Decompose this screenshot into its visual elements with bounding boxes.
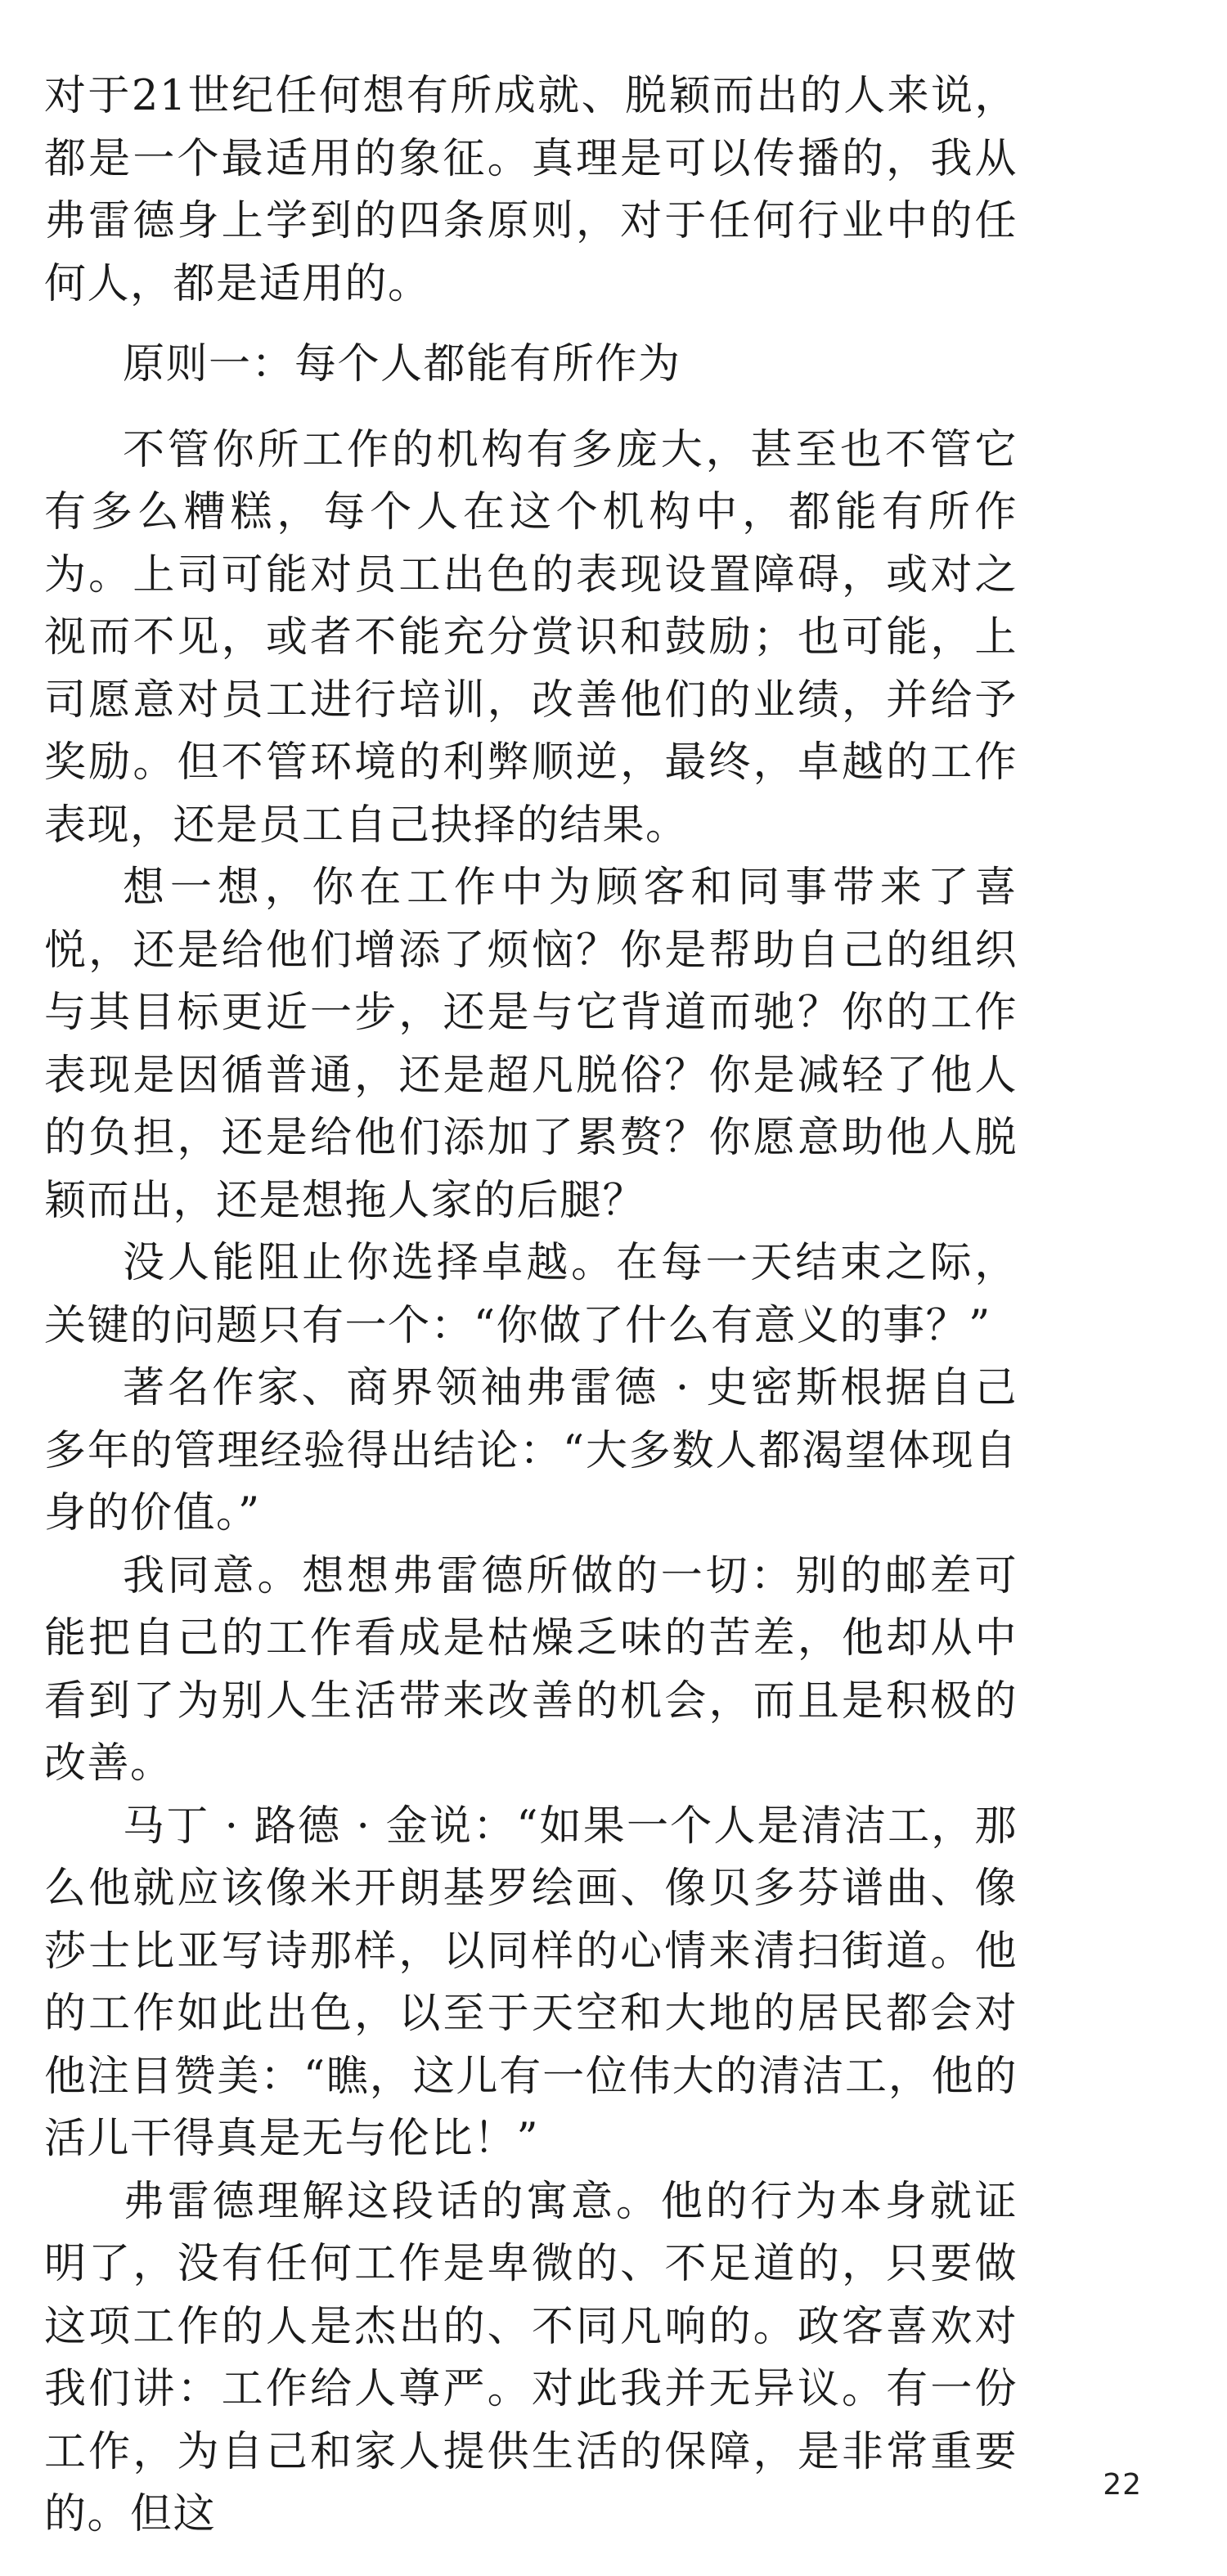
paragraph-choose-excellence: 没人能阻止你选择卓越。在每一天结束之际，关键的问题只有一个：“你做了什么有意义的事？”	[44, 1239, 1018, 1350]
paragraph-fred-smith-quote: 著名作家、商界领袖弗雷德 · 史密斯根据自己多年的管理经验得出结论：“大多数人都渴望体现自身的价值。”	[44, 1364, 1018, 1537]
paragraph-intro: 对于21世纪任何想有所成就、脱颖而出的人来说，都是一个最适用的象征。真理是可以传播的，我从弗雷德身上学到的四条原则，对于任何行业中的任何人，都是适用的。	[44, 72, 1018, 308]
paragraph-i-agree: 我同意。想想弗雷德所做的一切：别的邮差可能把自己的工作看成是枯燥乏味的苦差，他却从中看到了为别人生活带来改善的机会，而且是积极的改善。	[44, 1551, 1018, 1788]
section-heading-principle-one: 原则一：每个人都能有所作为	[123, 340, 681, 388]
paragraph-mlk-quote: 马丁 · 路德 · 金说：“如果一个人是清洁工，那么他就应该像米开朗基罗绘画、像贝多芬谱曲、像莎士比亚写诗那样，以同样的心情来清扫街道。他的工作如此出色，以至于天空和大地的居民都会对他注目赞美：“瞧，这儿有一位伟大的清洁工，他的活儿干得真是无与伦比！”	[44, 1802, 1018, 2163]
page-number: 22	[1103, 2468, 1142, 2502]
paragraph-fred-understands: 弗雷德理解这段话的寓意。他的行为本身就证明了，没有任何工作是卑微的、不足道的，只要做这项工作的人是杰出的、不同凡响的。政客喜欢对我们讲：工作给人尊严。对此我并无异议。有一份工作，为自己和家人提供生活的保障，是非常重要的。但这	[44, 2177, 1018, 2538]
body-text	[44, 65, 1018, 2547]
paragraph-everyone-can-contribute: 不管你所工作的机构有多庞大，甚至也不管它有多么糟糕，每个人在这个机构中，都能有所作为。上司可能对员工出色的表现设置障碍，或对之视而不见，或者不能充分赏识和鼓励；也可能，上司愿意对员工进行培训，改善他们的业绩，并给予奖励。但不管环境的利弊顺逆，最终，卓越的工作表现，还是员工自己抉择的结果。	[44, 425, 1018, 850]
paragraph-think-about-it: 想一想，你在工作中为顾客和同事带来了喜悦，还是给他们增添了烦恼？你是帮助自己的组织与其目标更近一步，还是与它背道而驰？你的工作表现是因循普通，还是超凡脱俗？你是减轻了他人的负担，还是给他们添加了累赘？你愿意助他人脱颖而出，还是想拖人家的后腿？	[44, 864, 1018, 1225]
